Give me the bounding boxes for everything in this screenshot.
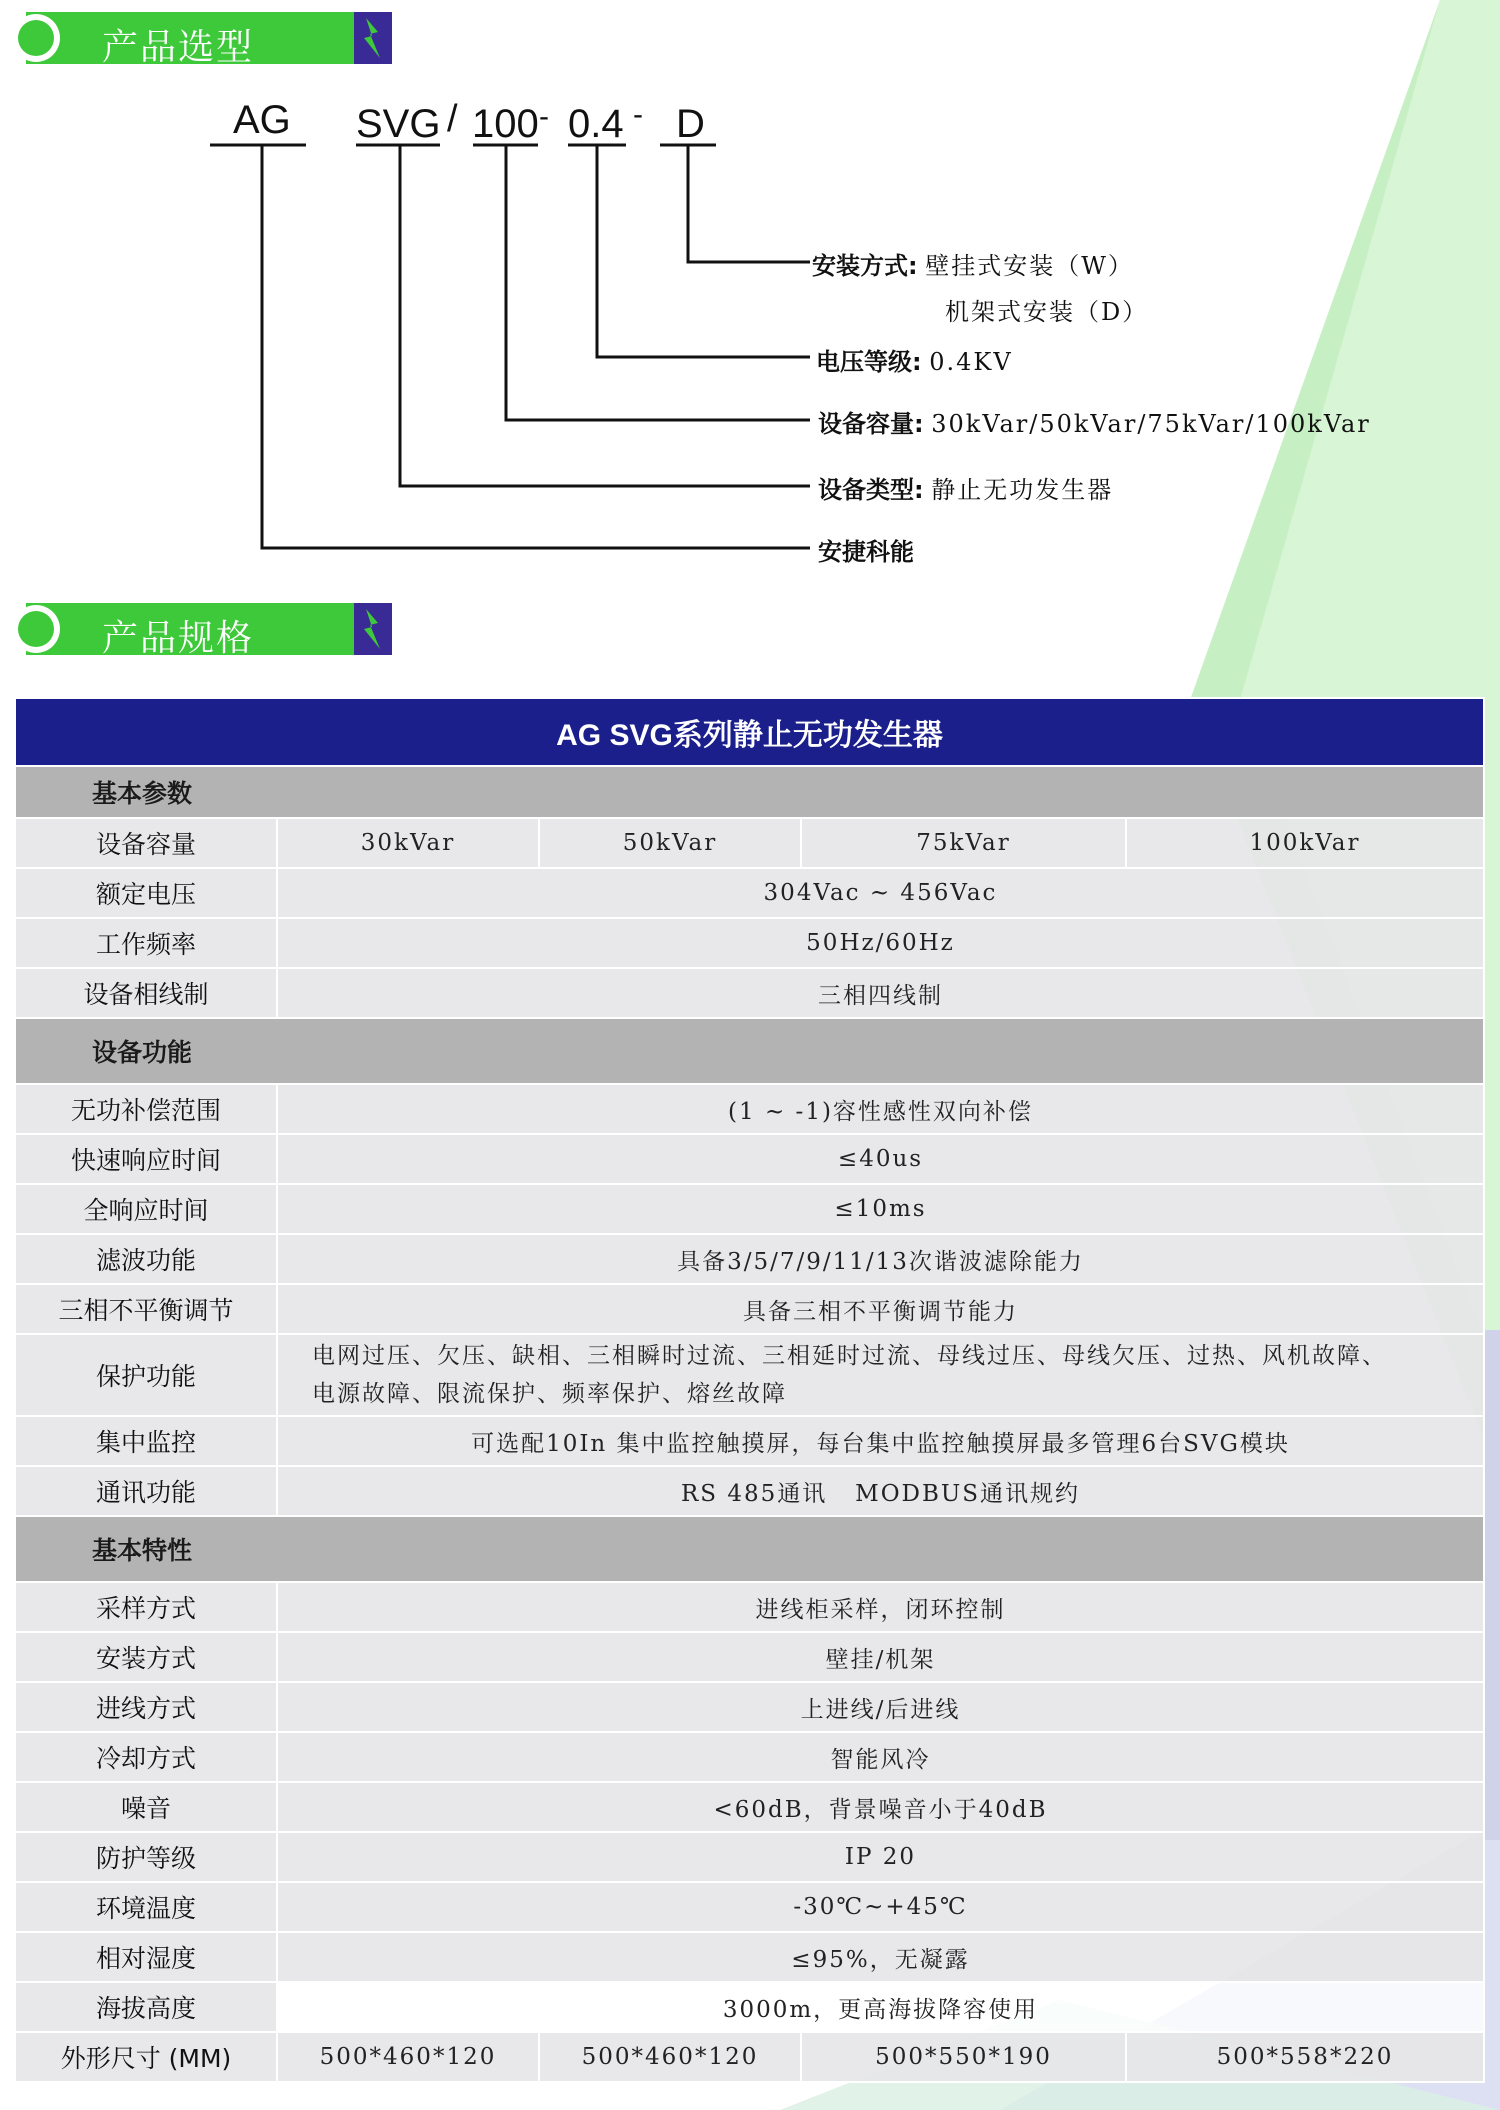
table-row xyxy=(15,1334,1484,1416)
row-value: 具备3/5/7/9/11/13次谐波滤除能力 xyxy=(277,1234,1484,1284)
table-row xyxy=(15,918,1484,968)
connector-lines xyxy=(0,0,1500,580)
row-key: 进线方式 xyxy=(15,1682,277,1732)
code-dash-1: - xyxy=(539,100,549,133)
table-row xyxy=(15,2032,1484,2082)
group-row xyxy=(15,766,1484,818)
table-row xyxy=(15,1416,1484,1466)
code-slash: / xyxy=(447,98,458,140)
section-header-spec xyxy=(12,603,392,659)
bullet-icon xyxy=(12,605,60,653)
row-key: 相对湿度 xyxy=(15,1932,277,1982)
model-code-diagram xyxy=(0,0,1500,580)
row-key: 环境温度 xyxy=(15,1882,277,1932)
table-row xyxy=(15,1832,1484,1882)
install-label: 安装方式: 壁挂式安装（W） xyxy=(812,252,1134,280)
table-row xyxy=(15,1234,1484,1284)
row-value: 进线柜采样，闭环控制 xyxy=(277,1582,1484,1632)
protect-line-1: 电网过压、欠压、缺相、三相瞬时过流、三相延时过流、母线过压、母线欠压、过热、风机故障、 xyxy=(312,1343,1387,1369)
group-functions: 设备功能 xyxy=(15,1018,1484,1084)
row-key: 冷却方式 xyxy=(15,1732,277,1782)
row-value: 3000m，更高海拔降容使用 xyxy=(277,1982,1484,2032)
row-value: 上进线/后进线 xyxy=(277,1682,1484,1732)
row-value: IP 20 xyxy=(277,1832,1484,1882)
row-value: 500*460*120 xyxy=(539,2032,801,2082)
row-value: ≤10ms xyxy=(277,1184,1484,1234)
row-value: 75kVar xyxy=(801,818,1126,868)
group-row xyxy=(15,1018,1484,1084)
row-value: 具备三相不平衡调节能力 xyxy=(277,1284,1484,1334)
table-title-row xyxy=(15,698,1484,766)
row-value: <60dB，背景噪音小于40dB xyxy=(277,1782,1484,1832)
group-basic-params: 基本参数 xyxy=(15,766,1484,818)
table-row xyxy=(15,1084,1484,1134)
row-value: 30kVar xyxy=(277,818,539,868)
code-capacity: 100 xyxy=(472,102,539,146)
row-key: 采样方式 xyxy=(15,1582,277,1632)
section-title: 产品规格 xyxy=(102,618,255,659)
table-row xyxy=(15,1682,1484,1732)
row-value xyxy=(277,1334,1484,1416)
row-value: 50kVar xyxy=(539,818,801,868)
row-key: 无功补偿范围 xyxy=(15,1084,277,1134)
table-row xyxy=(15,1582,1484,1632)
row-key: 集中监控 xyxy=(15,1416,277,1466)
code-svg: SVG xyxy=(356,102,441,146)
table-row xyxy=(15,1782,1484,1832)
row-key: 设备相线制 xyxy=(15,968,277,1018)
row-key: 三相不平衡调节 xyxy=(15,1284,277,1334)
install-label-2: 机架式安装（D） xyxy=(945,298,1149,326)
capacity-label: 设备容量: 30kVar/50kVar/75kVar/100kVar xyxy=(818,410,1371,438)
row-key: 设备容量 xyxy=(15,818,277,868)
row-value: 三相四线制 xyxy=(277,968,1484,1018)
type-label: 设备类型: 静止无功发生器 xyxy=(818,476,1114,504)
table-row xyxy=(15,1184,1484,1234)
row-key: 海拔高度 xyxy=(15,1982,277,2032)
row-value: 壁挂/机架 xyxy=(277,1632,1484,1682)
row-value: 304Vac ~ 456Vac xyxy=(277,868,1484,918)
row-value: 100kVar xyxy=(1126,818,1484,868)
row-key: 防护等级 xyxy=(15,1832,277,1882)
group-characteristics: 基本特性 xyxy=(15,1516,1484,1582)
bolt-icon xyxy=(360,609,382,649)
row-value: 500*550*190 xyxy=(801,2032,1126,2082)
row-key: 噪音 xyxy=(15,1782,277,1832)
row-key: 快速响应时间 xyxy=(15,1134,277,1184)
row-value: (1 ~ -1)容性感性双向补偿 xyxy=(277,1084,1484,1134)
row-key: 通讯功能 xyxy=(15,1466,277,1516)
row-value: RS 485通讯 MODBUS通讯规约 xyxy=(277,1466,1484,1516)
table-row xyxy=(15,868,1484,918)
row-key: 全响应时间 xyxy=(15,1184,277,1234)
row-value: ≤40us xyxy=(277,1134,1484,1184)
table-title: AG SVG系列静止无功发生器 xyxy=(15,698,1484,766)
table-row xyxy=(15,1632,1484,1682)
code-voltage: 0.4 xyxy=(568,102,624,146)
table-row xyxy=(15,1882,1484,1932)
row-key: 额定电压 xyxy=(15,868,277,918)
code-ag: AG xyxy=(233,98,291,142)
row-key: 外形尺寸 (MM) xyxy=(15,2032,277,2082)
table-row xyxy=(15,818,1484,868)
table-row xyxy=(15,1284,1484,1334)
row-key: 安装方式 xyxy=(15,1632,277,1682)
row-key: 保护功能 xyxy=(15,1334,277,1416)
protect-line-2: 电源故障、限流保护、频率保护、熔丝故障 xyxy=(312,1381,787,1407)
code-dash-2: - xyxy=(633,98,643,131)
row-value: 500*460*120 xyxy=(277,2032,539,2082)
spec-table xyxy=(14,697,1485,2083)
row-value: -30℃~+45℃ xyxy=(277,1882,1484,1932)
table-row xyxy=(15,968,1484,1018)
table-row xyxy=(15,1134,1484,1184)
voltage-label: 电压等级: 0.4KV xyxy=(816,348,1013,376)
row-value: 智能风冷 xyxy=(277,1732,1484,1782)
row-value: ≤95%，无凝露 xyxy=(277,1932,1484,1982)
table-row xyxy=(15,1732,1484,1782)
group-row xyxy=(15,1516,1484,1582)
row-key: 工作频率 xyxy=(15,918,277,968)
table-row xyxy=(15,1982,1484,2032)
table-row xyxy=(15,1466,1484,1516)
code-install: D xyxy=(676,102,705,146)
table-row xyxy=(15,1932,1484,1982)
row-value: 可选配10In 集中监控触摸屏，每台集中监控触摸屏最多管理6台SVG模块 xyxy=(277,1416,1484,1466)
row-value: 500*558*220 xyxy=(1126,2032,1484,2082)
row-value: 50Hz/60Hz xyxy=(277,918,1484,968)
section-title: 产品选型 xyxy=(102,27,255,68)
row-key: 滤波功能 xyxy=(15,1234,277,1284)
brand-label: 安捷科能 xyxy=(818,538,914,566)
